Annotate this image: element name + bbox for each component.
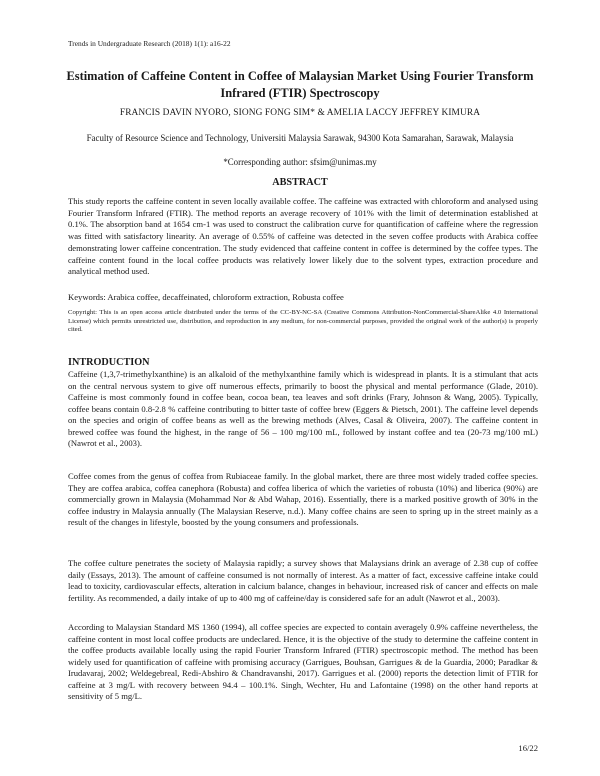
introduction-heading: INTRODUCTION xyxy=(68,357,150,368)
keywords: Keywords: Arabica coffee, decaffeinated, chloroform extraction, Robusta coffee xyxy=(68,292,344,302)
intro-paragraph-3: The coffee culture penetrates the society of Malaysia rapidly; a survey shows that Malaysians drink an average of 2.38 cup of coffee daily (Essays, 2013). The amount of caffeine consumed is not normally of interest. As a matter of fact, excessive caffeine intake could lead to toxicity, cardiovascular effects, alteration in calcium balance, changes in behaviour, increased risk of cancer and effects on male fertility. As recommended, a daily intake of up to 400 mg of caffeine/day is considered safe for an adult (Nawrot et al., 2003). xyxy=(68,558,538,603)
intro-paragraph-2: Coffee comes from the genus of coffea from Rubiaceae family. In the global market, there are three most widely traded coffee species. They are coffea arabica, coffea canephora (Robusta) and coffea liberica of which the varieties of robusta (10%) and liberica (90%) are commercially grown in Malaysia (Mohammad Nor & Abd Wahap, 2016). Essentially, there is a marked positive growth of 30% in the coffee industry in Malaysia annually (The Malaysian Reserve, n.d.). Many coffee chains are seen to spring up in the street mainly as a result of the changes in lifestyle, boosted by the young consumers and professionals. xyxy=(68,471,538,527)
author-list: FRANCIS DAVIN NYORO, SIONG FONG SIM* & AMELIA LACCY JEFFREY KIMURA xyxy=(119,108,481,118)
page-number: 16/22 xyxy=(518,743,538,753)
paper-title: Estimation of Caffeine Content in Coffee of Malaysian Market Using Fourier Transform Infrared (FTIR) Spectroscopy xyxy=(66,69,534,100)
intro-paragraph-1: Caffeine (1,3,7-trimethylxanthine) is an alkaloid of the methylxanthine family which is widespread in plants. It is a stimulant that acts on the central nervous system to give off numerous effects, primarily to boost the physical and mental performance (Glade, 2010). Caffeine is most commonly found in coffee bean, cocoa bean, tea leaves and soft drinks (Frary, Johnson & Wang, 2005). Typically, coffee beans contain 0.8-2.8 % caffeine contributing to bitter taste of coffee brew (Eggers & Pietsch, 2001). The caffeine level depends on the species and origin of coffee beans as well as the brewing methods (Alves, Casal & Oliveira, 2007). The caffeine content in brewed coffee was found the highest, in the range of 56 – 100 mg/100 mL, followed by instant coffee and tea (20-73 mg/100 mL) (Nawrot et al., 2003). xyxy=(68,369,538,448)
abstract-text: This study reports the caffeine content in seven locally available coffee. The caffeine was extracted with chloroform and analysed using Fourier Transform Infrared (FTIR). The method reports an average recovery of 101% with the limit of determination established at 0.1%. The absorption band at 1654 cm-1 was used to construct the calibration curve for quantification of caffeine where the regression was fitted with satisfactory linearity. An average of 0.55% of caffeine was detected in the seven coffee products with Arabica coffee demonstrating lower caffeine concentration. The study evidenced that caffeine content in coffee is determined by the coffee types. The caffeine content found in the local coffee products was relatively lower likely due to the solvent types, extraction procedure and analytical method used. xyxy=(68,196,538,277)
affiliation: Faculty of Resource Science and Technology, Universiti Malaysia Sarawak, 94300 Kota Samarahan, Sarawak, Malaysia xyxy=(86,133,514,143)
corresponding-author: *Corresponding author: sfsim@unimas.my xyxy=(223,157,377,167)
journal-citation: Trends in Undergraduate Research (2018) 1(1): a16-22 xyxy=(68,39,231,48)
intro-paragraph-4: According to Malaysian Standard MS 1360 (1994), all coffee species are expected to contain averagely 0.9% caffeine nevertheless, the caffeine content in most local coffee products are undeclared. Hence, it is the objective of the study to determine the caffeine content in the coffee products available locally using the rapid Fourier Transform Infrared (FTIR) spectroscopic method. The method has been widely used for quantification of caffeine with promising accuracy (Garrigues, Bouhsan, Garrigues & de la Guardia, 2000; Paradkar & Irudavaraj, 2002; Weldegebreal, Redi-Abshiro & Chandravanshi, 2017). Garrigues et al. (2000) reports the detection limit of FTIR for caffeine at 3 mg/L with recovery between 94.4 – 100.1%. Singh, Wechter, Hu and Lafontaine (1998) on the other hand reports at sensitivity of 5 mg/L. xyxy=(68,622,538,701)
abstract-heading: ABSTRACT xyxy=(272,177,328,188)
copyright-notice: Copyright: This is an open access article distributed under the terms of the CC-BY-NC-SA (Creative Commons Attribution-NonCommercial-ShareAlike 4.0 International License) which permits unrestricted use, distribution, and reproduction in any medium, for non-commercial purposes, provided the original work of the author(s) is properly cited. xyxy=(68,309,538,334)
